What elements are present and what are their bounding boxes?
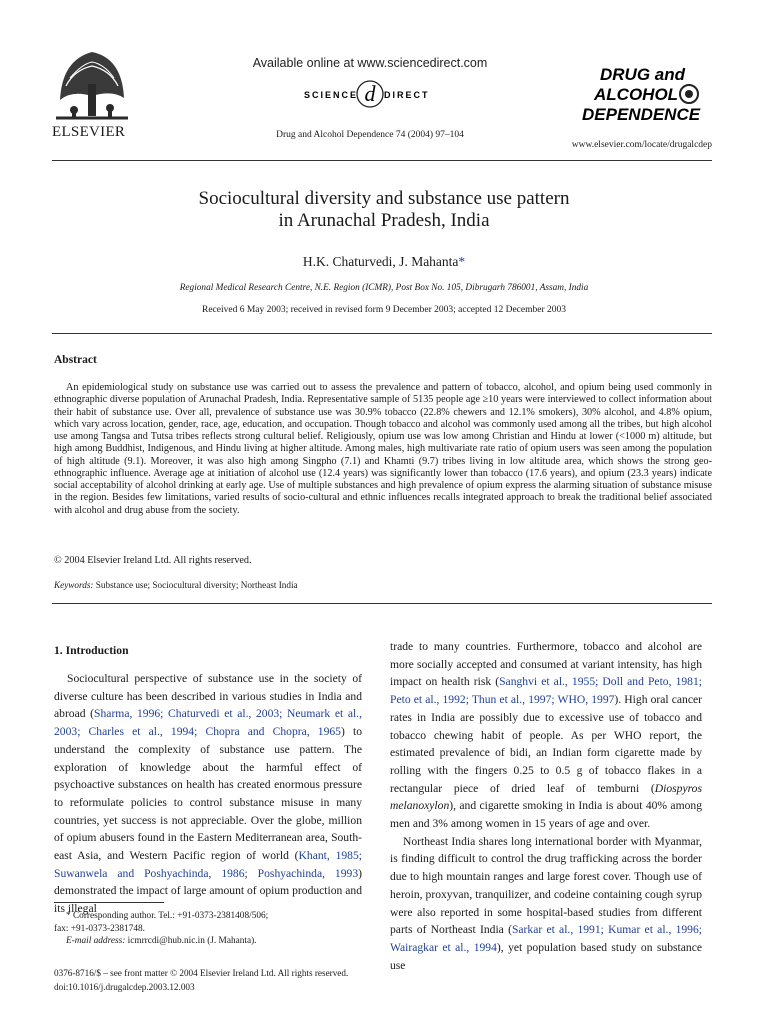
text-run: trade to many countries. Furthermore, tobacco and alcohol are more socially accepted and consumed at variant intensity, has high impact on health risk ( — [390, 640, 702, 689]
title-line-2: in Arunachal Pradesh, India — [278, 210, 490, 231]
sciencedirect-logo[interactable] — [280, 78, 460, 112]
email-label: E-mail address: — [66, 936, 126, 947]
title-line-1: Sociocultural diversity and substance use pattern — [198, 188, 570, 209]
page-footer — [54, 967, 554, 994]
footnote-line-1: * Corresponding author. Tel.: +91-0373-2381408/506; — [66, 911, 269, 921]
journal-logo — [580, 58, 710, 130]
sciencedirect-logo-left: SCIENCE — [303, 90, 358, 100]
keywords-rule — [52, 603, 712, 604]
text-run: Sociocultural perspective of substance use in the society of diverse culture has been described in various studies in India and abroad ( — [54, 672, 362, 721]
issn-line: 0376-8716/$ – see front matter © 2004 Elsevier Ireland Ltd. All rights reserved. — [54, 968, 349, 978]
corresponding-author-mark[interactable]: * — [458, 254, 466, 269]
section-heading-introduction: 1. Introduction — [54, 644, 129, 657]
sciencedirect-logo-mark: d — [364, 81, 376, 106]
abstract-heading: Abstract — [54, 354, 97, 366]
sciencedirect-logo-right: DIRECT — [384, 90, 430, 100]
article-title — [60, 188, 708, 232]
text-run: ). High oral cancer rates in India are possibly due to excessive use of tobacco and tobacco chewing habit of people. As per WHO report, the estimated prevalence of bidi, an Indian form cigarette made by rolling with the fingers 0.25 to 0.5 g of tobacco flakes in a rectangular piece of dried leaf of temburni ( — [390, 693, 702, 795]
species-name: Diospyros melanoxylon — [390, 781, 702, 813]
elsevier-tree-logo — [52, 40, 132, 136]
keywords-label: Keywords: — [54, 580, 94, 590]
footnote-email — [54, 935, 364, 948]
citation-link[interactable]: Sanghvi et al., 1955; Doll and Peto, 1981; Peto et al., 1992; Thun et al., 1997; WHO, 1997 — [390, 675, 702, 707]
header-rule — [52, 160, 712, 161]
author-names: H.K. Chaturvedi, J. Mahanta — [302, 254, 459, 269]
citation-link[interactable]: Sharma, 1996; Chaturvedi et al., 2003; Neumark et al., 2003; Charles et al., 1994; Chopra and Chopra, 1965 — [54, 707, 362, 739]
journal-url[interactable]: www.elsevier.com/locate/drugalcdep — [571, 140, 712, 150]
email-value[interactable]: icmrrcdi@hub.nic.in (J. Mahanta). — [127, 936, 257, 947]
abstract-body — [54, 382, 712, 517]
intro-paragraph-1 — [54, 670, 362, 918]
journal-logo-line1: DRUG and — [600, 65, 685, 84]
text-run: ), yet population based study on substance use — [390, 940, 702, 972]
publisher-name: ELSEVIER — [52, 124, 126, 140]
journal-logo-line3: DEPENDENCE — [582, 105, 701, 124]
left-column — [54, 670, 362, 918]
abstract-paragraph: An epidemiological study on substance use was carried out to assess the prevalence and pattern of tobacco, alcohol, and opium being used commonly in ethnographic diverse population of Arunachal Pradesh, India. Representative sample of 5135 people age ≥10 years were interviewed to collect information about their habit of substance use. Over all, prevalence of substance use was 30.9% tobacco (22.8% chewers and 12.1% smokers), 30% alcohol, and 4.8% opium, which vary across location, gender, race, age, education, and occupation. Though tobacco and alcohol was commonly used among all the tribes, but high alcohol use among Tangsa and Tutsa tribes reflects strong cultural belief. Religiously, opium use was low among Christian and Hindu at lower (<1000 m) altitude, but high among Buddhist, Indigenous, and Hindu living at higher altitude. Among males, high multivariate rate ratio of opium users was seen among the population of high altitude (9.1). Moreover, it was also high among Singpho (7.1) and Khamti (9.7) tribes living in low altitude area, which shows the strong geo-ethnographic influence. Average age at initiation of alcohol use (12.4 years) was significantly lower than tobacco (17.6 years), and opium (23.3 years) indicate social acceptability of alcohol drinking at early age. Use of multiple substances and high prevalence of opium express the alarming situation of substance misuse in the region. Besides few limitations, varied results of socio-cultural and ethnic influences recalls integrated approach to break the traditional belief associated with alcohol and drug abuse from the society. — [54, 382, 712, 516]
authors — [60, 254, 708, 270]
intro-paragraph-2 — [390, 833, 702, 975]
abstract-rule — [52, 333, 712, 334]
doi-line[interactable]: doi:10.1016/j.drugalcdep.2003.12.003 — [54, 981, 195, 992]
affiliation: Regional Medical Research Centre, N.E. Region (ICMR), Post Box No. 105, Dibrugarh 786001, Assam, India — [179, 283, 589, 293]
citation-link[interactable]: Khant, 1985; Suwanwela and Poshyachinda, 1986; Poshyachinda, 1993 — [54, 849, 362, 880]
text-run: ), and cigarette smoking in India is about 40% among men and 3% among women in 15 years of age and over. — [390, 799, 702, 831]
right-column — [390, 638, 702, 974]
keywords — [54, 580, 712, 590]
citation-link[interactable]: Sarkar et al., 1991; Kumar et al., 1996; Wairagkar et al., 1994 — [390, 923, 702, 954]
keywords-value: Substance use; Sociocultural diversity; Northeast India — [95, 580, 298, 590]
journal-reference: Drug and Alcohol Dependence 74 (2004) 97–104 — [276, 130, 464, 140]
journal-logo-line2: ALCOHOL — [594, 85, 679, 104]
text-run: ) to understand the complexity of substance use pattern. The exploration of knowledge about the harmful effect of psychoactive substances on health has created enormous pressure to reformulate policies to control substance misuse in many countries, yet success is not appreciable. Over the globe, million of opium abusers found in the Eastern Mediterranean area, South-east Asia, and Western Pacific region of world ( — [54, 725, 362, 863]
footnote-rule — [54, 902, 164, 903]
footnote — [54, 910, 364, 948]
abstract-copyright: © 2004 Elsevier Ireland Ltd. All rights reserved. — [54, 555, 252, 566]
available-online-text[interactable]: Available online at www.sciencedirect.com — [252, 56, 488, 70]
text-run: Northeast India shares long international border with Myanmar, is finding difficult to control the drug trafficking across the border due to high mountain ranges and large forest cover. Though use of heroin, proxyvan, tranquilizer, and codeine containing cough syrup were also reported in some hospital-based studies from different parts of Northeast India ( — [390, 834, 702, 937]
footnote-line-2: fax: +91-0373-2381748. — [54, 923, 145, 934]
received-dates: Received 6 May 2003; received in revised form 9 December 2003; accepted 12 December 2003 — [201, 305, 567, 315]
text-run: ) demonstrated the impact of large amount of opium production and its illegal — [54, 866, 362, 916]
intro-paragraph-1-cont — [390, 638, 702, 833]
